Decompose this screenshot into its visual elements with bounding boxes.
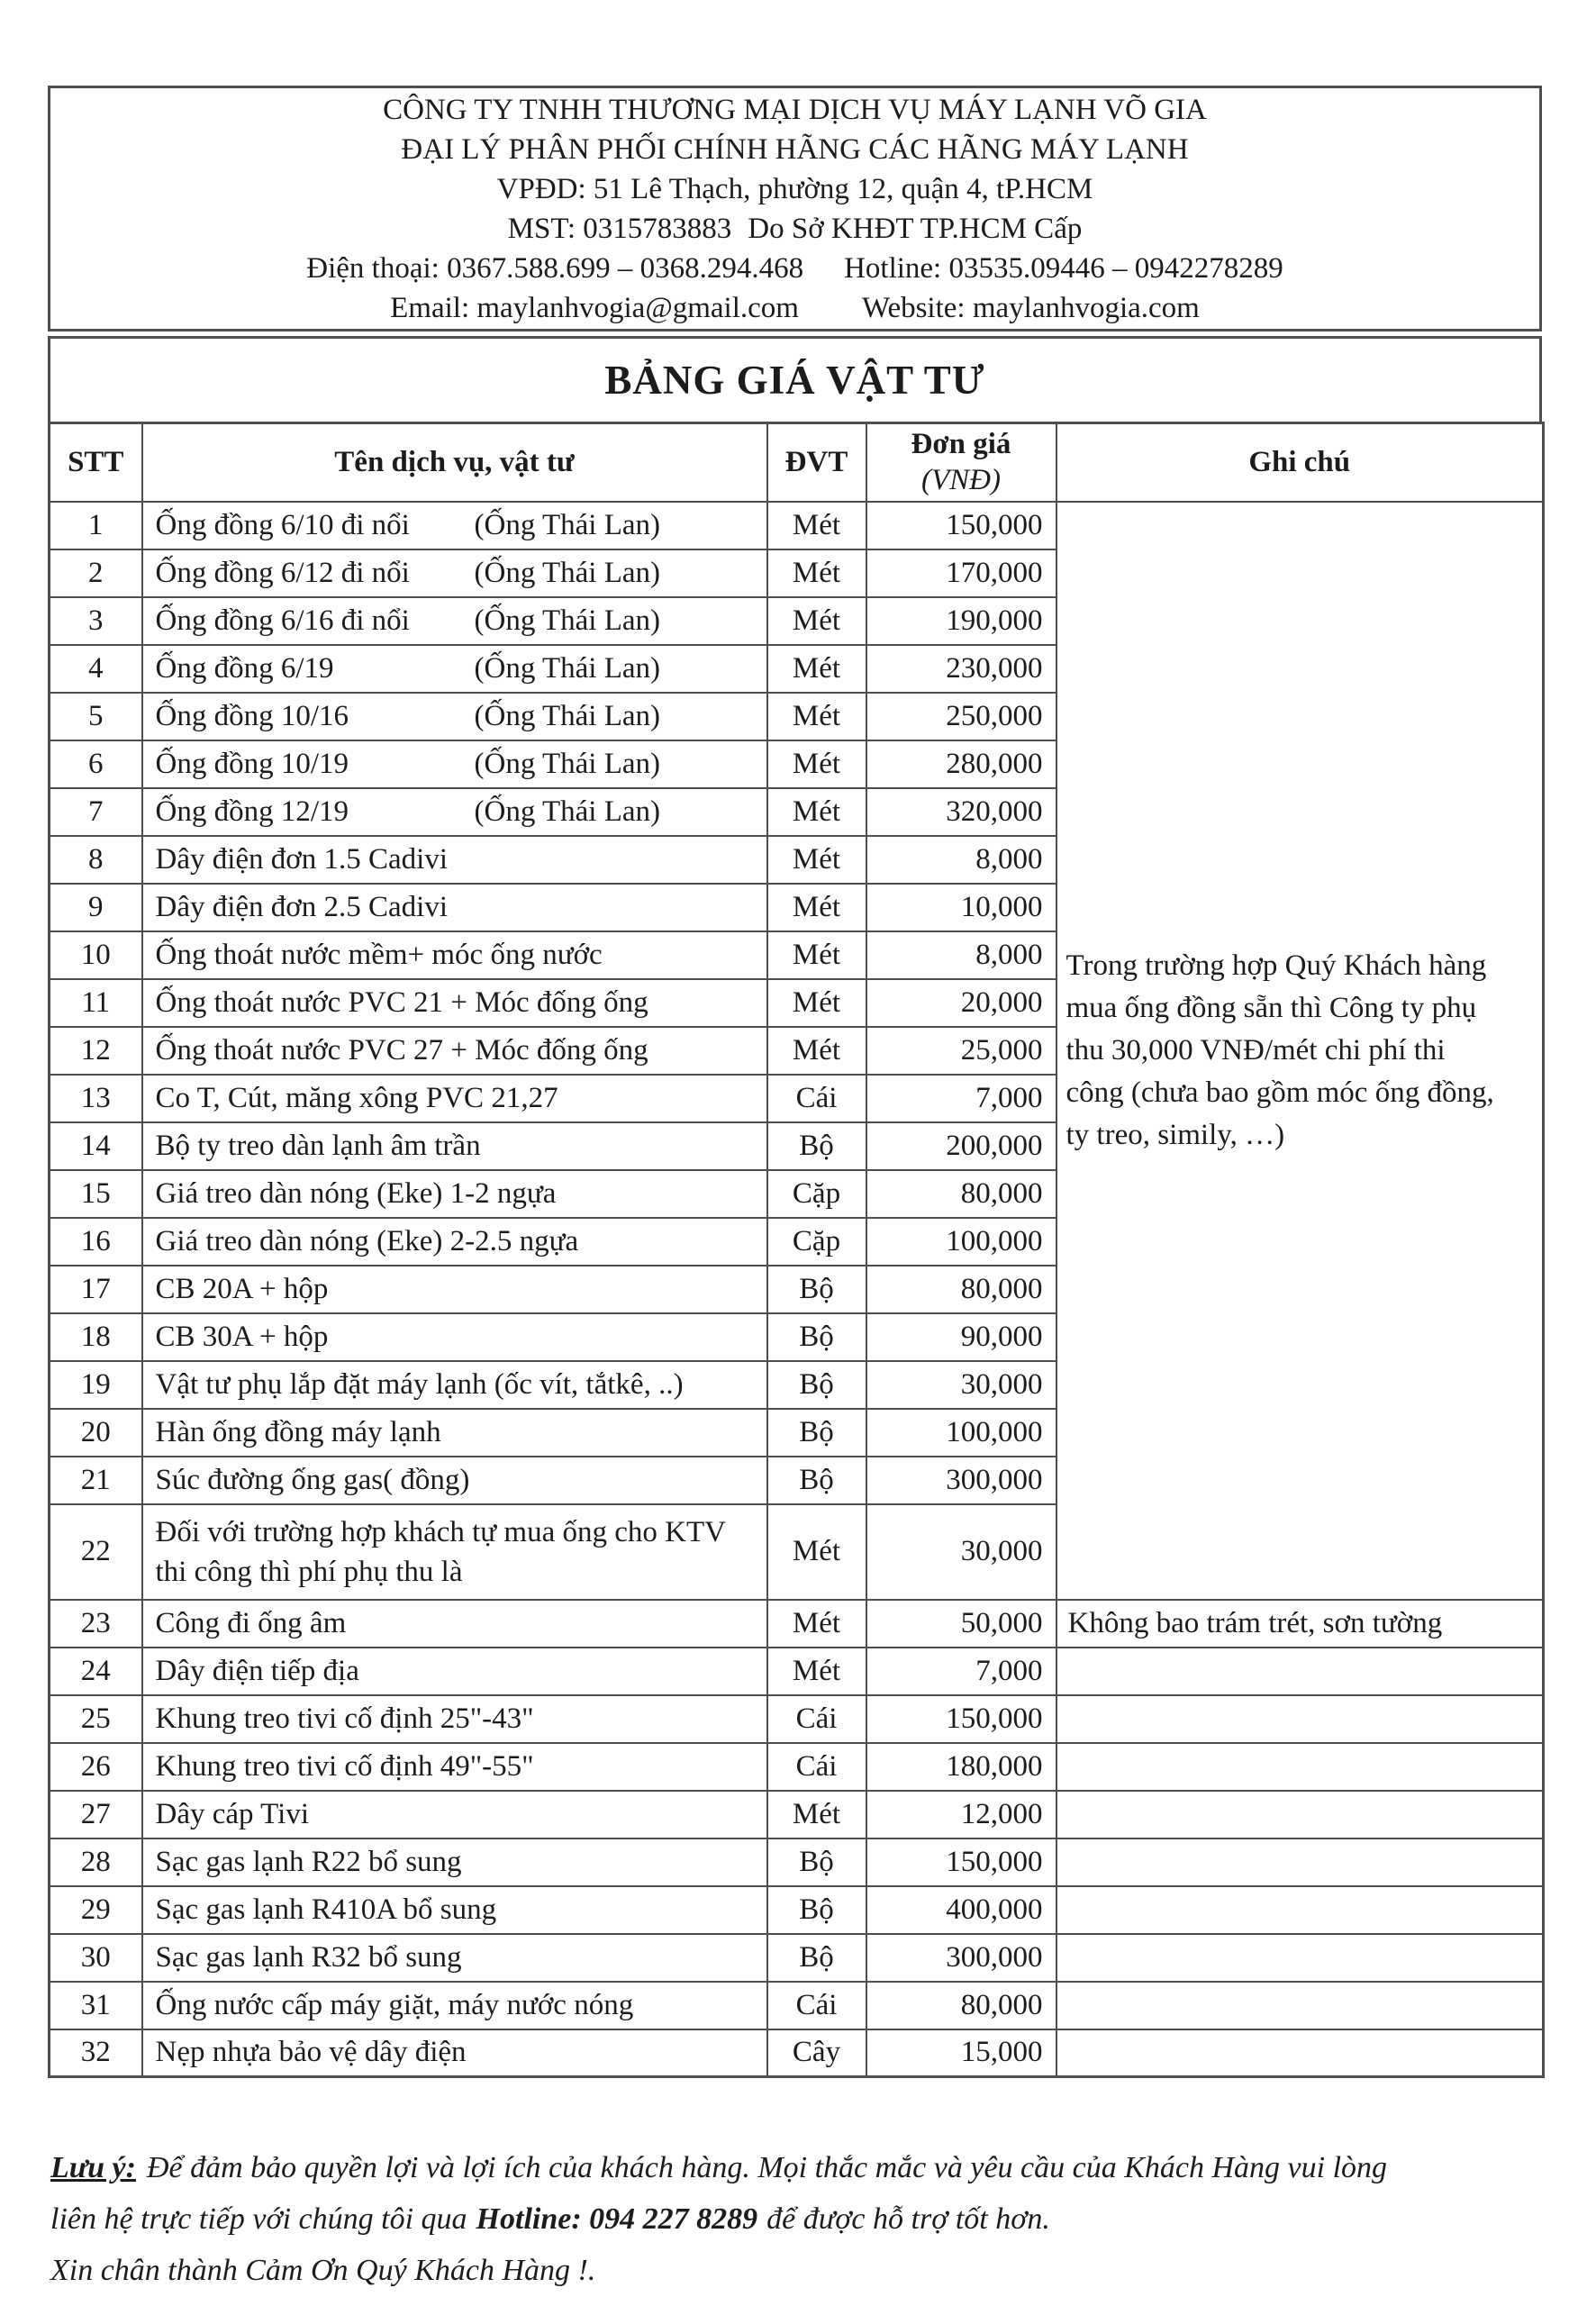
title-box [48,336,1542,422]
price-cell: 190,000 [866,597,1056,645]
unit-cell: Cặp [767,1218,866,1266]
company-tagline: ĐẠI LÝ PHÂN PHỐI CHÍNH HÃNG CÁC HÃNG MÁY LẠNH [401,132,1189,166]
item-name-cell [142,1982,767,2029]
price-cell: 15,000 [866,2029,1056,2077]
item-name: Dây cáp Tivi [155,1797,310,1830]
price-cell: 25,000 [866,1027,1056,1075]
item-name-cell [142,836,767,884]
item-name-cell [142,979,767,1027]
col-header-name: Tên dịch vụ, vật tư [142,423,767,502]
price-cell: 10,000 [866,884,1056,931]
company-header-box [48,86,1542,331]
col-header-price-main: Đơn giá [911,428,1011,461]
item-name-cell [142,1218,767,1266]
note-cell [1056,1648,1544,1695]
unit-cell: Bộ [767,1934,866,1982]
item-name: Ống thoát nước PVC 21 + Móc đống ống [155,985,648,1019]
unit-cell: Mét [767,1600,866,1648]
item-name: CB 30A + hộp [155,1320,329,1353]
price-cell: 230,000 [866,645,1056,693]
unit-cell: Cái [767,1982,866,2029]
note-cell [1056,1886,1544,1934]
item-name-cell [142,645,767,693]
item-name: Co T, Cút, măng xông PVC 21,27 [155,1081,558,1114]
item-name-cell [142,931,767,979]
item-name: Ống thoát nước PVC 27 + Móc đống ống [155,1033,648,1067]
item-name-cell [142,740,767,788]
table-header-row [50,423,1544,502]
item-name: Bộ ty treo dàn lạnh âm trần [155,1129,481,1162]
item-origin: (Ống Thái Lan) [474,747,660,780]
unit-cell: Mét [767,979,866,1027]
stt-cell: 26 [50,1743,142,1791]
col-header-note: Ghi chú [1056,423,1544,502]
price-cell: 80,000 [866,1982,1056,2029]
item-name-cell [142,597,767,645]
stt-cell: 10 [50,931,142,979]
stt-cell: 9 [50,884,142,931]
table-row [50,1838,1544,1886]
unit-cell: Mét [767,1027,866,1075]
stt-cell: 24 [50,1648,142,1695]
item-name-cell [142,1409,767,1457]
unit-cell: Mét [767,549,866,597]
note-cell: Không bao trám trét, sơn tường [1056,1600,1544,1648]
price-cell: 180,000 [866,1743,1056,1791]
company-website: Website: maylanhvogia.com [861,291,1200,324]
footer-note-text2: liên hệ trực tiếp với chúng tôi qua [50,2202,467,2236]
item-name: Ống đồng 10/19 [155,747,349,780]
note-cell [1056,2029,1544,2077]
item-name: CB 20A + hộp [155,1272,329,1305]
item-name: Sạc gas lạnh R410A bổ sung [155,1893,497,1926]
table-row [50,1695,1544,1743]
stt-cell: 29 [50,1886,142,1934]
unit-cell: Mét [767,740,866,788]
item-origin: (Ống Thái Lan) [474,699,660,732]
item-name: Sạc gas lạnh R32 bổ sung [155,1940,462,1974]
stt-cell: 2 [50,549,142,597]
item-name: Khung treo tivi cố định 49"-55" [155,1749,534,1783]
table-row [50,1934,1544,1982]
item-origin: (Ống Thái Lan) [474,508,660,541]
unit-cell: Mét [767,788,866,836]
unit-cell: Mét [767,597,866,645]
price-table [48,422,1545,2078]
company-phone: Điện thoại: 0367.588.699 – 0368.294.468 [306,251,804,285]
unit-cell: Mét [767,693,866,740]
note-cell [1056,1934,1544,1982]
item-name: Giá treo dàn nóng (Eke) 2-2.5 ngựa [155,1224,579,1257]
price-cell: 150,000 [866,1695,1056,1743]
stt-cell: 1 [50,502,142,549]
unit-cell: Cái [767,1695,866,1743]
price-cell: 100,000 [866,1218,1056,1266]
table-row [50,1982,1544,2029]
item-origin: (Ống Thái Lan) [474,556,660,589]
unit-cell: Cái [767,1075,866,1122]
item-name: Đối với trường hợp khách tự mua ống cho KTV thi công thì phí phụ thu là [155,1515,726,1588]
table-row [50,1600,1544,1648]
item-name: Dây điện đơn 1.5 Cadivi [155,842,448,876]
stt-cell: 14 [50,1122,142,1170]
price-cell: 12,000 [866,1791,1056,1838]
stt-cell: 5 [50,693,142,740]
item-name: Dây điện đơn 2.5 Cadivi [155,890,448,923]
note-cell [1056,1743,1544,1791]
item-name-cell [142,1934,767,1982]
item-name: Hàn ống đồng máy lạnh [155,1415,441,1448]
stt-cell: 28 [50,1838,142,1886]
footer-note-line1 [50,2142,1556,2193]
stt-cell: 18 [50,1313,142,1361]
item-name-cell [142,502,767,549]
stt-cell: 13 [50,1075,142,1122]
company-name: CÔNG TY TNHH THƯƠNG MẠI DỊCH VỤ MÁY LẠNH VÕ GIA [383,93,1207,126]
table-row [50,1791,1544,1838]
stt-cell: 25 [50,1695,142,1743]
item-name-cell [142,884,767,931]
stt-cell: 8 [50,836,142,884]
item-name: Ống thoát nước mềm+ móc ống nước [155,938,603,971]
item-name-cell [142,1266,767,1313]
item-name-cell [142,1838,767,1886]
item-name: Vật tư phụ lắp đặt máy lạnh (ốc vít, tắtkê, ..) [155,1367,684,1401]
price-cell: 80,000 [866,1266,1056,1313]
item-name-cell [142,1886,767,1934]
unit-cell: Bộ [767,1361,866,1409]
unit-cell: Mét [767,931,866,979]
table-row [50,1648,1544,1695]
item-name: Ống nước cấp máy giặt, máy nước nóng [155,1988,634,2021]
stt-cell: 19 [50,1361,142,1409]
unit-cell: Mét [767,884,866,931]
item-name-cell [142,1648,767,1695]
company-address: VPĐD: 51 Lê Thạch, phường 12, quận 4, tP.HCM [496,172,1093,205]
price-cell: 8,000 [866,931,1056,979]
stt-cell: 31 [50,1982,142,2029]
note-cell [1056,1791,1544,1838]
table-row [50,502,1544,549]
item-name: Súc đường ống gas( đồng) [155,1463,470,1496]
item-name-cell [142,1791,767,1838]
stt-cell: 27 [50,1791,142,1838]
price-cell: 80,000 [866,1170,1056,1218]
stt-cell: 16 [50,1218,142,1266]
footer-note-text3: để được hỗ trợ tốt hơn. [766,2202,1050,2236]
table-row [50,1743,1544,1791]
col-header-price-currency: (VNĐ) [921,464,1001,497]
note-cell [1056,1838,1544,1886]
price-cell: 170,000 [866,549,1056,597]
item-name-cell [142,1027,767,1075]
table-row [50,2029,1544,2077]
price-cell: 400,000 [866,1886,1056,1934]
item-name-cell [142,1075,767,1122]
price-cell: 150,000 [866,502,1056,549]
price-cell: 7,000 [866,1648,1056,1695]
stt-cell: 15 [50,1170,142,1218]
unit-cell: Bộ [767,1122,866,1170]
item-name: Dây điện tiếp địa [155,1654,359,1687]
stt-cell: 6 [50,740,142,788]
item-name-cell [142,1457,767,1504]
item-origin: (Ống Thái Lan) [474,794,660,828]
footer-thanks: Xin chân thành Cảm Ơn Quý Khách Hàng !. [50,2254,596,2287]
item-name-cell [142,1313,767,1361]
item-name-cell [142,1743,767,1791]
col-header-unit: ĐVT [767,423,866,502]
item-name-cell [142,1504,767,1600]
unit-cell: Mét [767,502,866,549]
item-name-cell [142,549,767,597]
price-cell: 280,000 [866,740,1056,788]
item-name-cell [142,1361,767,1409]
col-header-price [866,423,1056,502]
col-header-stt: STT [50,423,142,502]
item-name-cell [142,788,767,836]
item-name: Giá treo dàn nóng (Eke) 1-2 ngựa [155,1176,557,1210]
footer-note-text1: Để đảm bảo quyền lợi và lợi ích của khách hàng. Mọi thắc mắc và yêu cầu của Khách Hàng vui lòng [146,2151,1388,2184]
price-cell: 300,000 [866,1934,1056,1982]
price-cell: 150,000 [866,1838,1056,1886]
item-name: Ống đồng 10/16 [155,699,349,732]
unit-cell: Cái [767,1743,866,1791]
item-name-cell [142,1600,767,1648]
footer-hotline: Hotline: 094 227 8289 [476,2202,758,2236]
item-origin: (Ống Thái Lan) [474,604,660,637]
company-tax-id: MST: 0315783883 [507,212,732,245]
price-cell: 7,000 [866,1075,1056,1122]
unit-cell: Cây [767,2029,866,2077]
item-name-cell [142,1695,767,1743]
price-cell: 320,000 [866,788,1056,836]
stt-cell: 23 [50,1600,142,1648]
stt-cell: 32 [50,2029,142,2077]
item-name: Ống đồng 6/16 đi nổi [155,604,410,637]
stt-cell: 3 [50,597,142,645]
unit-cell: Bộ [767,1457,866,1504]
price-cell: 90,000 [866,1313,1056,1361]
price-table-body [50,502,1544,2077]
price-cell: 50,000 [866,1600,1056,1648]
footer-note-label: Lưu ý: [50,2151,136,2184]
price-cell: 30,000 [866,1504,1056,1600]
unit-cell: Mét [767,1791,866,1838]
item-name: Ống đồng 6/12 đi nổi [155,556,410,589]
notes-merged-cell: Trong trường hợp Quý Khách hàng mua ống đồng sẵn thì Công ty phụ thu 30,000 VNĐ/mét chi phí thi công (chưa bao gồm móc ống đồng, ty treo, simily, …) [1056,502,1544,1600]
unit-cell: Bộ [767,1838,866,1886]
company-tax-issuer: Do Sở KHĐT TP.HCM Cấp [748,212,1083,245]
stt-cell: 30 [50,1934,142,1982]
unit-cell: Bộ [767,1886,866,1934]
price-cell: 30,000 [866,1361,1056,1409]
company-hotline: Hotline: 03535.09446 – 0942278289 [844,251,1283,285]
price-cell: 8,000 [866,836,1056,884]
item-name-cell [142,1170,767,1218]
price-cell: 250,000 [866,693,1056,740]
stt-cell: 12 [50,1027,142,1075]
item-name-cell [142,693,767,740]
price-cell: 200,000 [866,1122,1056,1170]
table-row [50,1886,1544,1934]
item-name: Nẹp nhựa bảo vệ dây điện [155,2036,467,2069]
item-name: Ống đồng 6/19 [155,651,334,685]
footer-notes [50,2142,1556,2296]
company-email: Email: maylanhvogia@gmail.com [390,291,799,324]
unit-cell: Bộ [767,1409,866,1457]
item-name: Công đi ống âm [155,1606,347,1639]
stt-cell: 17 [50,1266,142,1313]
price-cell: 20,000 [866,979,1056,1027]
footer-note-line2 [50,2193,1556,2245]
stt-cell: 22 [50,1504,142,1600]
unit-cell: Cặp [767,1170,866,1218]
unit-cell: Mét [767,836,866,884]
stt-cell: 7 [50,788,142,836]
item-origin: (Ống Thái Lan) [474,651,660,685]
unit-cell: Mét [767,645,866,693]
item-name-cell [142,2029,767,2077]
unit-cell: Bộ [767,1266,866,1313]
price-cell: 100,000 [866,1409,1056,1457]
page-title: BẢNG GIÁ VẬT TƯ [604,358,985,403]
stt-cell: 4 [50,645,142,693]
item-name: Khung treo tivi cố định 25"-43" [155,1702,534,1735]
note-cell [1056,1982,1544,2029]
note-cell [1056,1695,1544,1743]
item-name: Sạc gas lạnh R22 bổ sung [155,1845,462,1878]
unit-cell: Bộ [767,1313,866,1361]
stt-cell: 11 [50,979,142,1027]
item-name: Ống đồng 6/10 đi nổi [155,508,410,541]
unit-cell: Mét [767,1648,866,1695]
stt-cell: 20 [50,1409,142,1457]
unit-cell: Mét [767,1504,866,1600]
price-cell: 300,000 [866,1457,1056,1504]
item-name: Ống đồng 12/19 [155,794,349,828]
item-name-cell [142,1122,767,1170]
stt-cell: 21 [50,1457,142,1504]
